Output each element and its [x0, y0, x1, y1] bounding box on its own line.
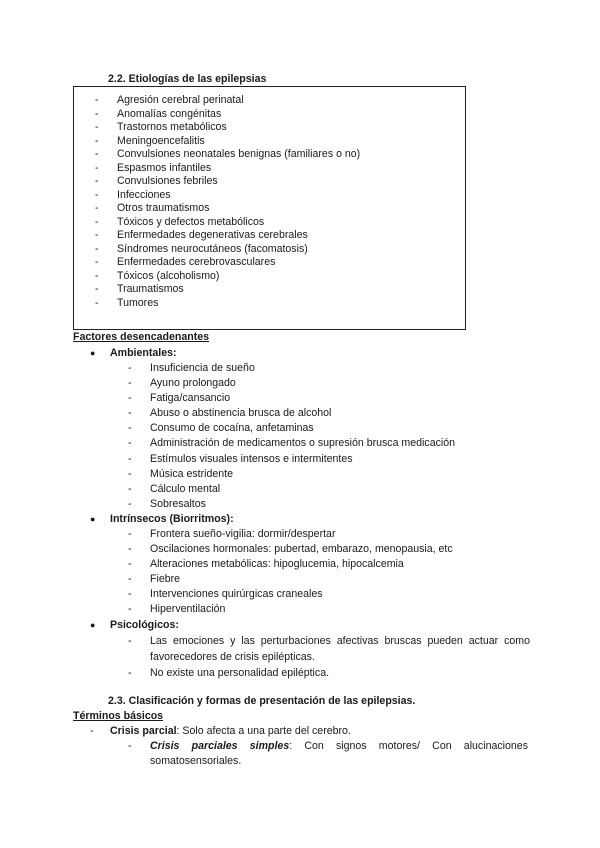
list-item: - Tóxicos (alcoholismo): [95, 270, 360, 284]
section-2-2-title: 2.2. Etiologías de las epilepsias: [108, 73, 267, 85]
ambientales-list: [128, 361, 530, 512]
list-item: - Oscilaciones hormonales: pubertad, embarazo, menopausia, etc: [128, 542, 530, 557]
list-item: - Convulsiones neonatales benignas (familiares o no): [95, 148, 360, 162]
intrinsecos-label: ● Intrínsecos (Biorritmos):: [90, 512, 530, 527]
etiologies-list: [95, 94, 360, 310]
list-item: - Otros traumatismos: [95, 202, 360, 216]
crisis-parcial-text: : Solo afecta a una parte del cerebro.: [176, 725, 351, 737]
list-item: - Las emociones y las perturbaciones afectivas bruscas pueden actuar como favorecedores de crisis epilépticas.: [128, 633, 530, 665]
section-2-3-title: 2.3. Clasificación y formas de presentación de las epilepsias.: [108, 695, 416, 707]
terminos-heading: Términos básicos: [73, 710, 164, 722]
intrinsecos-section: [90, 512, 530, 618]
crisis-parcial-label: Crisis parcial: [110, 725, 177, 737]
crisis-subtypes-list: [128, 739, 528, 769]
list-item: - Espasmos infantiles: [95, 162, 360, 176]
list-item: - Hiperventilación: [128, 602, 530, 617]
list-item: - Síndromes neurocutáneos (facomatosis): [95, 243, 360, 257]
list-item: - Abuso o abstinencia brusca de alcohol: [128, 406, 530, 421]
terminos-list: [90, 724, 530, 739]
list-item: - Intervenciones quirúrgicas craneales: [128, 587, 530, 602]
simples-label: Crisis parciales simples: [150, 740, 290, 752]
psicologicos-list: [128, 633, 530, 681]
list-item: - Fiebre: [128, 572, 530, 587]
list-item: - Cálculo mental: [128, 482, 530, 497]
list-item: - Traumatismos: [95, 283, 360, 297]
list-item: [90, 724, 530, 739]
intrinsecos-list: [128, 527, 530, 618]
list-item: - Enfermedades cerebrovasculares: [95, 256, 360, 270]
psicologicos-label: ● Psicológicos:: [90, 618, 530, 633]
list-item: - Música estridente: [128, 467, 530, 482]
list-item: - Sobresaltos: [128, 497, 530, 512]
list-item: [128, 739, 528, 769]
list-item: - Trastornos metabólicos: [95, 121, 360, 135]
list-item: - Insuficiencia de sueño: [128, 361, 530, 376]
list-item: - Administración de medicamentos o supresión brusca medicación: [128, 436, 530, 451]
factores-heading: Factores desencadenantes: [73, 331, 210, 343]
list-item: - Fatiga/cansancio: [128, 391, 530, 406]
psicologicos-section: [90, 618, 530, 681]
simples-text: : Con signos motores/ Con alucinaciones somatosensoriales.: [150, 740, 528, 767]
list-item: - Meningoencefalitis: [95, 135, 360, 149]
list-item: - Tumores: [95, 297, 360, 311]
list-item: - Enfermedades degenerativas cerebrales: [95, 229, 360, 243]
ambientales-section: [90, 346, 530, 512]
list-item: - Anomalías congénitas: [95, 108, 360, 122]
ambientales-label: ● Ambientales:: [90, 346, 530, 361]
list-item: - Alteraciones metabólicas: hipoglucemia, hipocalcemia: [128, 557, 530, 572]
list-item: - No existe una personalidad epiléptica.: [128, 665, 530, 681]
list-item: - Consumo de cocaína, anfetaminas: [128, 421, 530, 436]
list-item: - Convulsiones febriles: [95, 175, 360, 189]
list-item: - Agresión cerebral perinatal: [95, 94, 360, 108]
list-item: - Tóxicos y defectos metabólicos: [95, 216, 360, 230]
list-item: - Ayuno prolongado: [128, 376, 530, 391]
list-item: - Infecciones: [95, 189, 360, 203]
list-item: - Frontera sueño-vigilia: dormir/despertar: [128, 527, 530, 542]
list-item: - Estímulos visuales intensos e intermitentes: [128, 452, 530, 467]
